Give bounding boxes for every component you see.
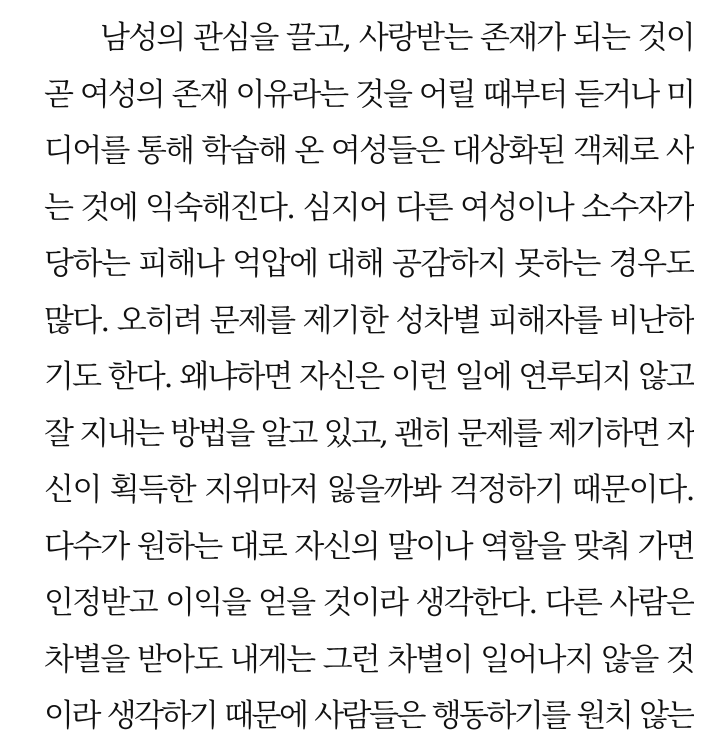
text-line: 많다. 오히려 문제를 제기한 성차별 피해자를 비난하 (44, 302, 694, 339)
text-line: 이라 생각하기 때문에 사람들은 행동하기를 원치 않는 (44, 698, 694, 734)
text-line: 는 것에 익숙해진다. 심지어 다른 여성이나 소수자가 (44, 189, 694, 226)
text-line: 차별을 받아도 내게는 그런 차별이 일어나지 않을 것 (44, 641, 694, 678)
text-line: 기도 한다. 왜냐하면 자신은 이런 일에 연루되지 않고 (44, 359, 694, 395)
text-line: 신이 획득한 지위마저 잃을까봐 걱정하기 때문이다. (44, 472, 694, 508)
text-line: 곧 여성의 존재 이유라는 것을 어릴 때부터 듣거나 미 (44, 76, 694, 113)
text-line: 잘 지내는 방법을 알고 있고, 괜히 문제를 제기하면 자 (44, 415, 694, 452)
text-line: 다수가 원하는 대로 자신의 말이나 역할을 맞춰 가면 (44, 528, 694, 565)
text-line: 인정받고 이익을 얻을 것이라 생각한다. 다른 사람은 (44, 585, 694, 621)
text-line: 디어를 통해 학습해 온 여성들은 대상화된 객체로 사 (44, 133, 694, 169)
text-line: 당하는 피해나 억압에 대해 공감하지 못하는 경우도 (44, 246, 694, 282)
text-line: 남성의 관심을 끌고, 사랑받는 존재가 되는 것이 (100, 20, 694, 56)
